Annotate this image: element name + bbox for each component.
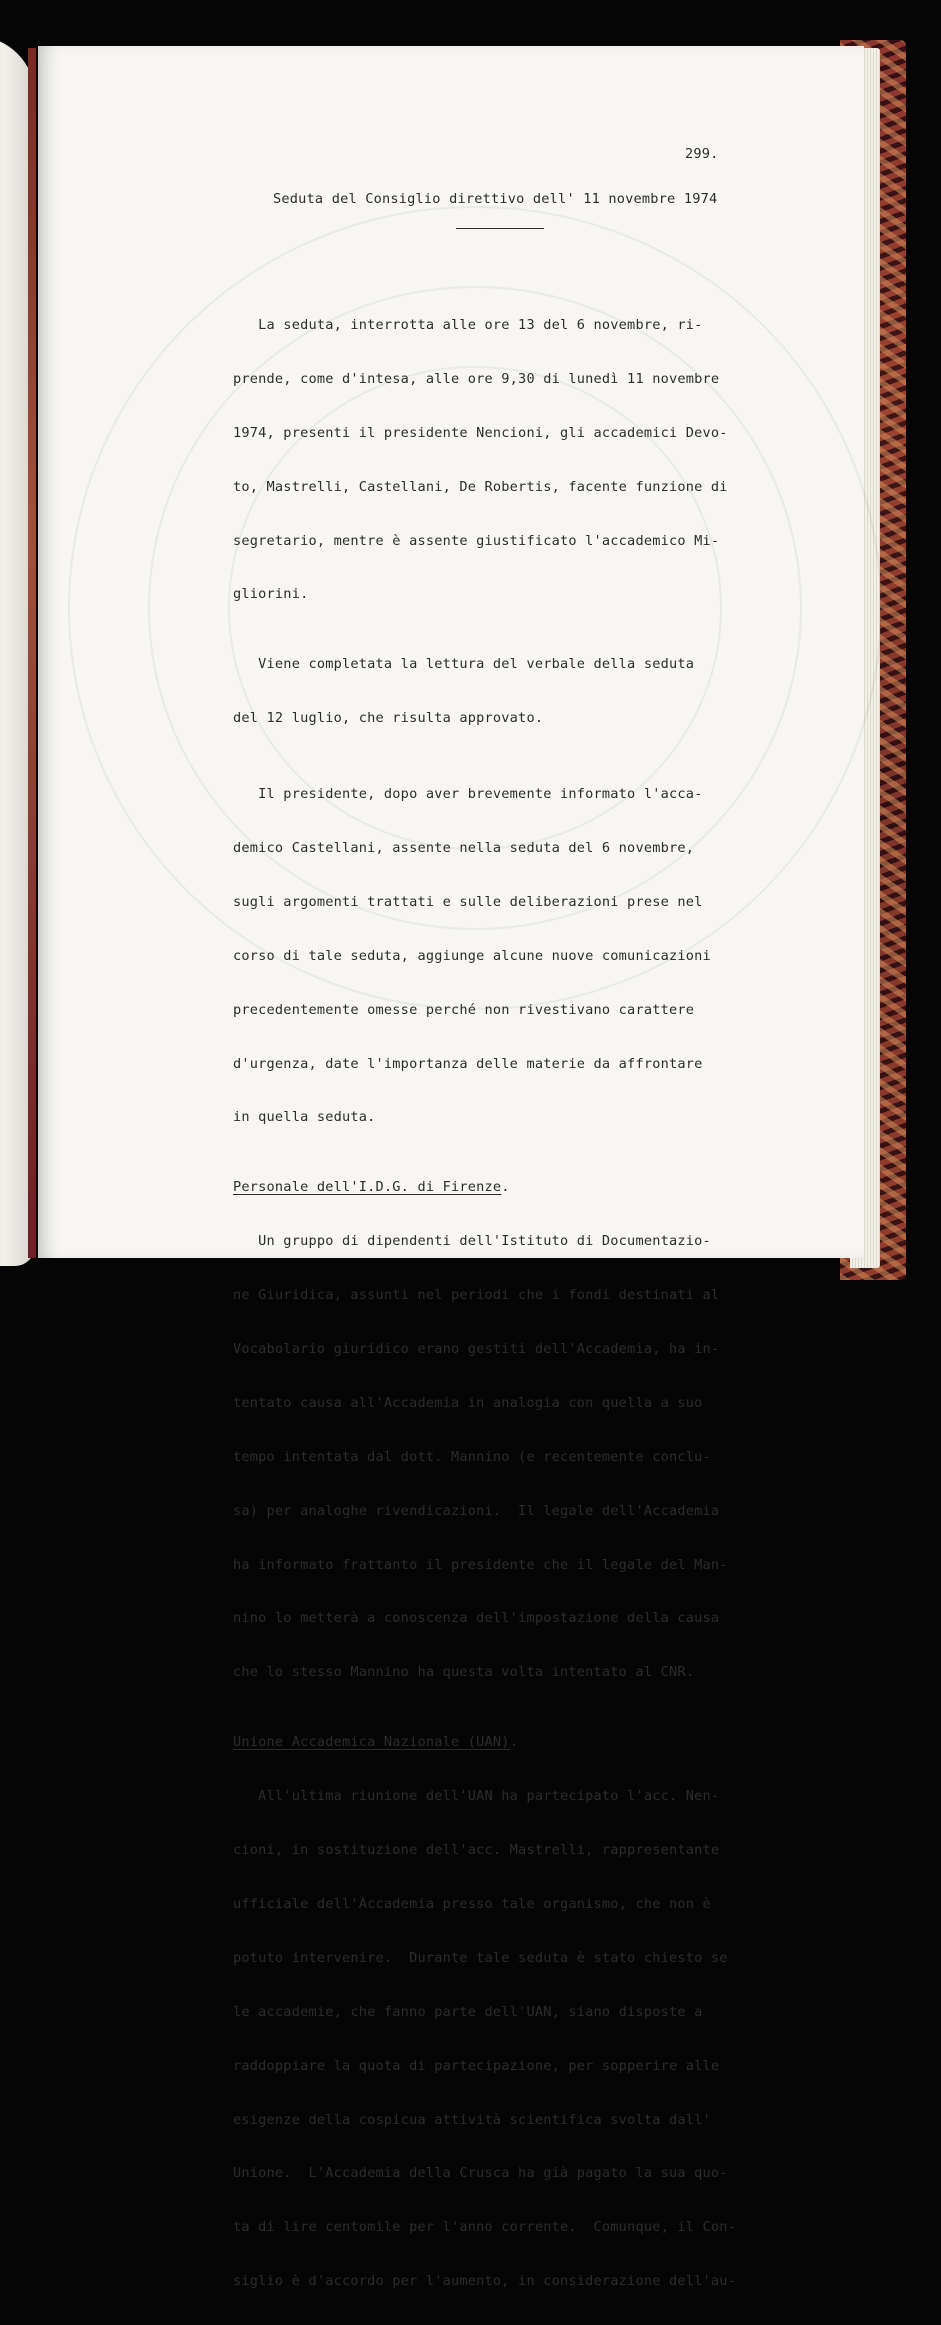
section-heading-text: Unione Accademica Nazionale (UAN)	[233, 1734, 510, 1751]
text-line: Unione. L'Accademia della Crusca ha già pagato la sua quo-	[233, 2165, 728, 2182]
text-line: nino lo metterà a conoscenza dell'impostazione della causa	[233, 1610, 720, 1627]
text-line: raddoppiare la quota di partecipazione, per sopperire alle	[233, 2057, 720, 2074]
text-line: esigenze della cospicua attività scientifica svolta dall'	[233, 2111, 711, 2128]
text-line: gliorini.	[233, 586, 309, 603]
text-line: La seduta, interrotta alle ore 13 del 6 novembre, ri-	[233, 317, 703, 333]
section-heading	[233, 1732, 793, 1754]
text-line: corso di tale seduta, aggiunge alcune nuove comunicazioni	[233, 947, 711, 964]
binding-edge	[28, 48, 36, 1258]
text-line: to, Mastrelli, Castellani, De Robertis, facente funzione di	[233, 478, 728, 495]
text-line: che lo stesso Mannino ha questa volta intentato al CNR.	[233, 1664, 695, 1681]
text-line: ufficiale dell'Accademia presso tale organismo, che non è	[233, 1895, 711, 1912]
text-line: in quella seduta.	[233, 1109, 376, 1126]
text-line: Il presidente, dopo aver brevemente informato l'acca-	[233, 786, 703, 803]
text-line: le accademie, che fanno parte dell'UAN, siano disposte a	[233, 2003, 703, 2020]
text-line: sugli argomenti trattati e sulle deliberazioni prese nel	[233, 893, 703, 910]
text-line: prende, come d'intesa, alle ore 9,30 di lunedì 11 novembre	[233, 370, 720, 387]
text-line: ha informato frattanto il presidente che il legale del Man-	[233, 1556, 728, 1573]
page-number: 299.	[685, 146, 719, 162]
title-rule	[456, 228, 544, 229]
text-line: All'ultima riunione dell'UAN ha partecipato l'acc. Nen-	[233, 1788, 720, 1805]
page-title: Seduta del Consiglio direttivo dell' 11 novembre 1974	[273, 191, 718, 207]
text-line: potuto intervenire. Durante tale seduta è stato chiesto se	[233, 1949, 728, 1966]
text-line: Un gruppo di dipendenti dell'Istituto di Documentazio-	[233, 1233, 711, 1250]
text-line: Vocabolario giuridico erano gestiti dell'Accademia, ha in-	[233, 1341, 720, 1358]
text-line: 1974, presenti il presidente Nencioni, gli accademici Devo-	[233, 424, 728, 441]
text-line: ta di lire centomile per l'anno corrente. Comunque, il Con-	[233, 2219, 737, 2236]
text-line: Viene completata la lettura del verbale della seduta	[233, 656, 695, 673]
page	[38, 46, 864, 2290]
section-heading-text: Personale dell'I.D.G. di Firenze	[233, 1179, 502, 1196]
text-line: segretario, mentre è assente giustificato l'accademico Mi-	[233, 532, 720, 549]
text-line: d'urgenza, date l'importanza delle materie da affrontare	[233, 1055, 703, 1072]
text-line: precedentemente omesse perché non rivestivano carattere	[233, 1001, 695, 1018]
text-line: cioni, in sostituzione dell'acc. Mastrelli, rappresentante	[233, 1842, 720, 1859]
text-line: tentato causa all'Accademia in analogia con quella a suo	[233, 1394, 703, 1411]
text-line: ne Giuridica, assunti nel periodi che i fondi destinati al	[233, 1287, 720, 1304]
text-line: siglio è d'accordo per l'aumento, in considerazione dell'au-	[233, 2273, 737, 2290]
section-heading-suffix: .	[509, 1734, 519, 1751]
section-heading-suffix: .	[501, 1179, 510, 1196]
section-heading	[233, 1177, 793, 1199]
text-line: del 12 luglio, che risulta approvato.	[233, 710, 544, 727]
document-body	[233, 267, 793, 2325]
text-line: sa) per analoghe rivendicazioni. Il legale dell'Accademia	[233, 1502, 720, 1519]
text-line: demico Castellani, assente nella seduta del 6 novembre,	[233, 840, 695, 857]
text-line: tempo intentata dal dott. Mannino (e recentemente conclu-	[233, 1448, 711, 1465]
